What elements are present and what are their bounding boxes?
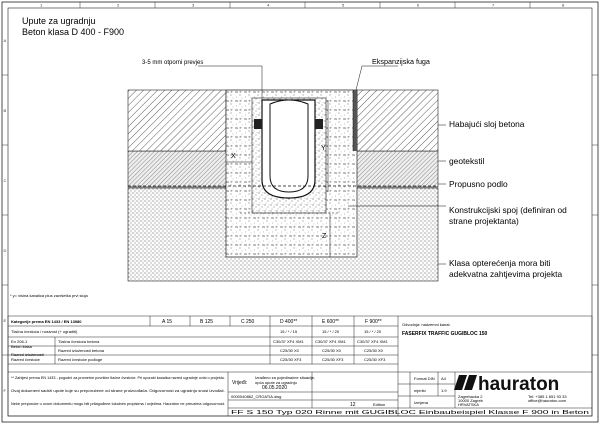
class-d400: D 400**	[280, 319, 298, 325]
label-construction-joint-2: strane projektanta)	[449, 216, 519, 226]
created-date: 06.05.2020	[262, 385, 288, 391]
svg-text:Tel: +385 1 651 93 33: Tel: +385 1 651 93 33	[528, 394, 567, 399]
grid-letters	[4, 38, 7, 393]
approval-label-1: Izrađeno za pojedinačne situacije,	[255, 375, 316, 380]
label-geotextile: geotekstil	[449, 156, 485, 166]
format-value: A4	[441, 376, 446, 381]
label-permeable-base: Propusno podlo	[449, 179, 508, 189]
note-1: ** Zahtjevi prema EN 1433 - pogodni za prometne površine tlačne čvrstoće. Pri uporabi kanalica razred ugradnje ovisi o projektu.	[11, 375, 225, 380]
wearing-course-right	[357, 90, 438, 151]
created-label: Vrijeđi:	[232, 380, 248, 386]
row1-v3: 15 / * / 20	[364, 329, 382, 334]
table-notes-left	[11, 339, 44, 362]
grid-num-7: 7	[492, 2, 495, 8]
grid-letter-a: A	[3, 38, 7, 43]
class-c250: C 250	[241, 319, 255, 325]
note-2: Ovaj dokument sadrži upute koje su preporučene od strane proizvođača. Odgovornost za ugradnju snosi izvođač.	[11, 388, 226, 393]
footnote: * y= visina kanalica plus završetka prvi sloja	[10, 293, 88, 298]
row2-v2: C30/37 XF4 XM1	[315, 339, 346, 344]
page-number: 12	[350, 402, 356, 408]
label-load-class-2: adekvatna zahtjevima projekta	[449, 269, 563, 279]
grid-numbers	[40, 3, 565, 8]
product-name: FASERFIX TRAFFIC GUGIBLOC 150	[402, 331, 488, 337]
svg-text:Zagrebacka 2: Zagrebacka 2	[458, 394, 483, 399]
class-headers	[162, 319, 382, 325]
row3-v3: C25/30 X0	[364, 348, 383, 353]
grid-num-6: 6	[417, 2, 420, 8]
row4-v1: C25/30 XF3	[280, 357, 302, 362]
row3-label: Razred izloženosti betona	[58, 348, 105, 353]
row3-v2: C25/30 X0	[322, 348, 341, 353]
svg-text:En 206-1: En 206-1	[11, 339, 28, 344]
edition-label: Edition	[373, 402, 386, 407]
class-a15: A 15	[162, 319, 173, 325]
row4-v2: C25/30 XF3	[322, 357, 344, 362]
drawing-number: 0000040862_CROATIA.dwg	[231, 394, 282, 399]
label-overhang: 3-5 mm otporni prevjes	[142, 60, 204, 66]
grid-num-5: 5	[342, 2, 345, 8]
table-header-label: Kategorije prema EN 1433 / EN 13980	[11, 319, 82, 324]
approval-label-2: opća upute za ugradnju	[255, 380, 297, 385]
svg-text:Beton klasa: Beton klasa	[11, 344, 32, 349]
row2-v1: C30/37 XF4 XM1	[273, 339, 304, 344]
grid-letter-e: E	[3, 318, 7, 323]
svg-text:Razred izloženosti: Razred izloženosti	[11, 352, 44, 357]
grid-letter-c: C	[3, 178, 7, 183]
row1-v1: 15 / * / 15	[280, 329, 298, 334]
channel-inner	[270, 100, 308, 192]
scale-value: 1:9	[441, 388, 447, 393]
index-label: Izmjena	[414, 400, 429, 405]
hauraton-logo	[454, 374, 559, 395]
expansion-joint	[353, 90, 357, 151]
row1-label: Tlačna čvrstoća / nosivost (+ ugraditi)	[11, 329, 78, 334]
row4-v3: C25/30 XF3	[364, 357, 386, 362]
label-load-class-1: Klasa opterećenja mora biti	[449, 258, 551, 268]
svg-text:Razred čvrstoće: Razred čvrstoće	[11, 357, 40, 362]
row2-v3: C30/37 XF4 XM1	[357, 339, 388, 344]
class-e600: E 600**	[322, 319, 339, 325]
label-construction-joint-1: Konstrukcijski spoj (definiran od	[449, 205, 567, 215]
svg-text:HRVATSKA: HRVATSKA	[458, 402, 479, 407]
label-expansion-joint: Ekspanzijska fuga	[372, 57, 430, 66]
row4-label: Razred čvrstoće podloge	[58, 357, 103, 362]
footer-description: FF S 150 Typ 020 Rinne mit GUGIBLOC Einbaubeispiel Klasse F 900 in Beton	[231, 410, 590, 416]
dim-x-label: X	[231, 151, 236, 160]
grid-letter-b: B	[3, 108, 7, 113]
note-3: Neke preporuke u ovom dokumentu mogu biti prilagođene lokalnim propisima i uvjetima. Hauraton ne preuzima odgovornost.	[11, 401, 225, 406]
row1-v2: 15 / * / 20	[322, 329, 340, 334]
svg-text:office@hauraton.com: office@hauraton.com	[528, 398, 567, 403]
format-label: Format DIN	[414, 376, 435, 381]
wearing-course-left	[128, 90, 226, 151]
drawing-title-line2: Beton klasa D 400 - F900	[22, 27, 125, 37]
flange-left	[254, 119, 262, 129]
grid-num-8: 8	[562, 2, 565, 8]
class-b125: B 125	[200, 319, 214, 325]
legal-notes	[11, 375, 225, 406]
company-name: hauraton	[478, 374, 560, 395]
row2-label: Tlačna čvrstoća betona	[58, 339, 100, 344]
flange-right	[315, 119, 323, 129]
grid-num-2: 2	[117, 2, 120, 8]
dim-z-label: Z	[322, 231, 327, 240]
grid-letter-f: F	[3, 388, 6, 393]
product-heading: Odvodnja: nadzemni kanal:	[402, 322, 451, 327]
svg-text:10000 Zagreb: 10000 Zagreb	[458, 398, 483, 403]
class-f900: F 900**	[365, 319, 382, 325]
grid-letter-d: D	[3, 248, 7, 253]
grid-num-3: 3	[192, 2, 195, 8]
cross-section	[128, 90, 438, 281]
label-wearing-course: Habajući sloj betona	[449, 119, 525, 129]
grid-num-1: 1	[40, 2, 43, 8]
table-rows	[11, 329, 388, 362]
dim-y-label: Y	[321, 143, 326, 152]
row3-v1: C25/30 X0	[280, 348, 299, 353]
drawing-title-line1: Upute za ugradnju	[22, 16, 96, 26]
company-address	[458, 394, 567, 407]
scale-label: mjerilo	[414, 388, 426, 393]
grid-num-4: 4	[267, 2, 270, 8]
